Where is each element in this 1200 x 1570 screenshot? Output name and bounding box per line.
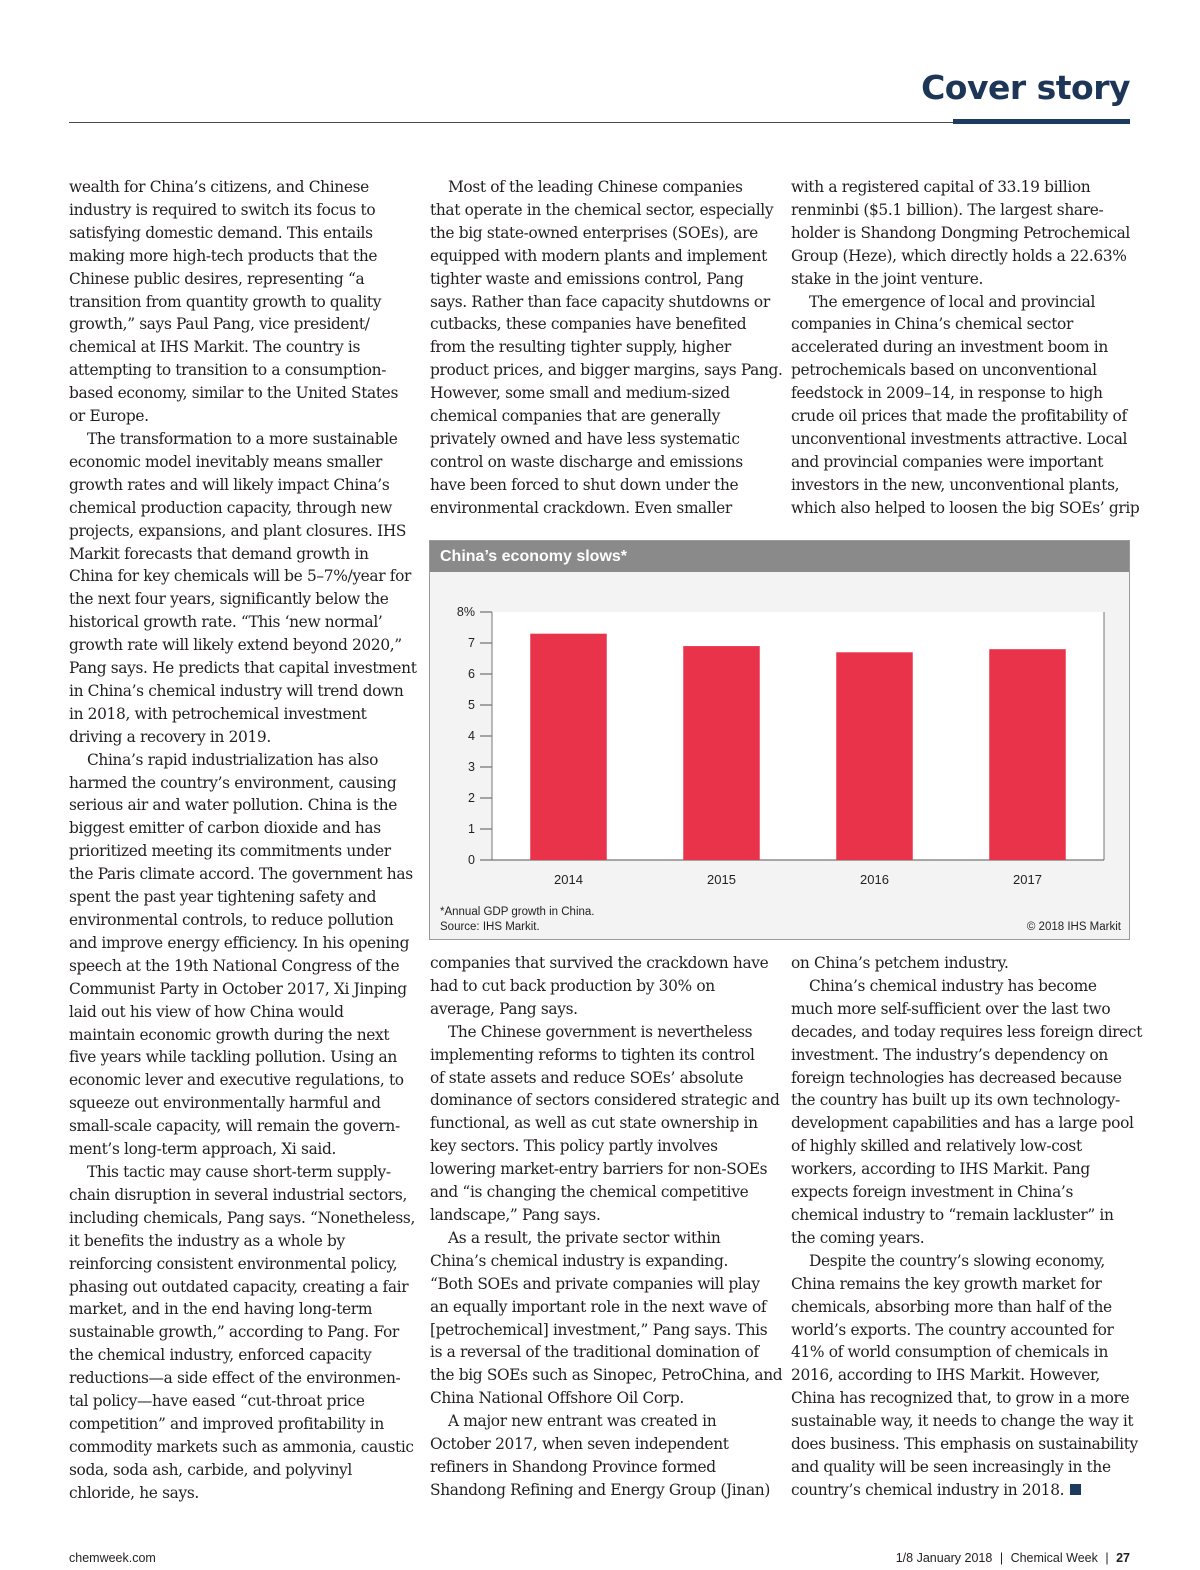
paragraph (430, 1410, 782, 1502)
text-line: The Chinese government is nevertheless (448, 1022, 753, 1041)
paragraph (791, 176, 1139, 291)
footer-separator: | (1105, 1551, 1109, 1565)
text-line: does business. This emphasis on sustainability (791, 1435, 1138, 1454)
text-line: soda, soda ash, carbide, and polyvinyl (69, 1460, 352, 1479)
text-line: environmental controls, to reduce pollution (69, 911, 394, 929)
text-line: dominance of sectors considered strategic and (430, 1091, 780, 1110)
text-line: Pang says. He predicts that capital investment (69, 659, 417, 678)
text-line: sustainable way, it needs to change the way it (791, 1412, 1134, 1431)
text-line: crude oil prices that made the profitability of (791, 407, 1127, 426)
text-line: laid out his view of how China would (69, 1002, 344, 1021)
chart-footnote: *Annual GDP growth in China. (440, 906, 595, 918)
x-tick-label: 2017 (1013, 872, 1042, 887)
y-tick-label: 8% (456, 605, 475, 619)
text-line: equipped with modern plants and implement (430, 246, 767, 265)
text-line: including chemicals, Pang says. “Nonetheless, (69, 1208, 416, 1227)
text-line: country’s chemical industry in 2018. (791, 1479, 1142, 1502)
text-line: chemicals, absorbing more than half of the (791, 1297, 1112, 1316)
text-line: expects foreign investment in China’s (791, 1183, 1074, 1202)
article-column-2-top (430, 176, 783, 520)
page-number: 27 (1116, 1551, 1130, 1565)
text-line: tal policy—have eased “cut-throat price (69, 1392, 365, 1411)
text-line: [petrochemical] investment,” Pang says. This (430, 1320, 768, 1339)
text-line: and improve energy efficiency. In his opening (69, 933, 410, 952)
paragraph (791, 952, 1142, 975)
text-line: attempting to transition to a consumption- (69, 361, 387, 380)
text-line: spent the past year tightening safety and (69, 888, 377, 907)
bar-2015 (683, 646, 760, 860)
y-tick-label: 5 (468, 698, 475, 712)
text-line: Chinese public desires, representing “a (69, 269, 365, 288)
text-line: satisfying domestic demand. This entails (69, 223, 373, 242)
chart-figure (429, 540, 1130, 940)
text-line: market, and in the end having long-term (69, 1300, 373, 1319)
y-tick-label: 1 (468, 822, 475, 836)
text-line: squeeze out environmentally harmful and (69, 1094, 381, 1113)
text-line: speech at the 19th National Congress of the (69, 956, 400, 975)
text-line: competition” and improved profitability in (69, 1414, 384, 1433)
text-line: the Paris climate accord. The government has (69, 865, 413, 884)
text-line: which also helped to loosen the big SOEs’ grip (791, 498, 1140, 517)
section-title: Cover story (921, 68, 1130, 107)
end-of-article-mark (1070, 1484, 1081, 1495)
y-tick-label: 3 (468, 760, 475, 774)
paragraph (69, 428, 417, 749)
paragraph (430, 1227, 782, 1410)
text-line: feedstock in 2009–14, in response to high (791, 384, 1103, 403)
text-line: from the resulting tighter supply, higher (430, 338, 731, 357)
text-line: China for key chemicals will be 5–7%/year for (69, 567, 412, 586)
text-line: says. Rather than face capacity shutdowns or (430, 292, 770, 311)
text-line: and provincial companies were important (791, 452, 1104, 471)
text-line: and “is changing the chemical competitive (430, 1183, 749, 1202)
y-tick-label: 7 (468, 636, 475, 650)
text-line: maintain economic growth during the next (69, 1025, 390, 1044)
paragraph (430, 1021, 782, 1227)
text-line: chemical production capacity, through new (69, 498, 392, 517)
text-line: workers, according to IHS Markit. Pang (791, 1160, 1090, 1179)
text-line: unconventional investments attractive. Local (791, 429, 1128, 448)
x-tick-label: 2016 (860, 872, 889, 887)
text-line: foreign technologies has decreased because (791, 1068, 1122, 1087)
text-line: The transformation to a more sustainable (87, 429, 398, 448)
text-line: A major new entrant was created in (448, 1412, 717, 1431)
text-line: petrochemicals based on unconventional (791, 361, 1097, 380)
text-line: Group (Heze), which directly holds a 22.63% (791, 246, 1127, 265)
text-line: investment. The industry’s dependency on (791, 1045, 1108, 1064)
text-line: chain disruption in several industrial sectors, (69, 1185, 408, 1204)
bar-chart (430, 572, 1129, 917)
text-line: reductions—a side effect of the environmen- (69, 1369, 401, 1388)
y-tick-label: 6 (468, 667, 475, 681)
text-line: 41% of world consumption of chemicals in (791, 1343, 1109, 1362)
text-line: transition from quantity growth to quality (69, 292, 382, 311)
y-tick-label: 0 (468, 853, 475, 867)
text-line: prioritized meeting its commitments under (69, 842, 391, 861)
footer-separator: | (999, 1551, 1004, 1565)
text-line: However, some small and medium-sized (430, 384, 730, 403)
text-line: the country has built up its own technology- (791, 1091, 1120, 1110)
text-line: control on waste discharge and emissions (430, 452, 743, 471)
text-line: product prices, and bigger margins, says Pang. (430, 361, 783, 380)
bar-2017 (989, 649, 1066, 860)
text-line: Despite the country’s slowing economy, (809, 1251, 1105, 1270)
article-column-2-bottom (430, 952, 782, 1502)
text-line: companies that survived the crackdown have (430, 954, 769, 972)
text-line: tighter waste and emissions control, Pang (430, 269, 744, 288)
text-line: an equally important role in the next wave of (430, 1297, 767, 1316)
text-line: growth rates and will likely impact China’s (69, 475, 390, 494)
header-accent-bar (953, 119, 1130, 124)
text-line: biggest emitter of carbon dioxide and has (69, 819, 381, 838)
text-line: China’s chemical industry has become (809, 976, 1097, 995)
text-line: making more high-tech products that the (69, 246, 378, 265)
text-line: it benefits the industry as a whole by (69, 1231, 345, 1250)
chart-title: China’s economy slows* (430, 541, 1129, 572)
text-line: “Both SOEs and private companies will play (430, 1274, 760, 1293)
text-line: growth rate will likely extend beyond 2020,” (69, 636, 402, 655)
article-column-3-top (791, 176, 1139, 520)
text-line: reinforcing consistent environmental policy, (69, 1254, 398, 1273)
text-line: sustainable growth,” according to Pang. For (69, 1323, 399, 1342)
text-line: stake in the joint venture. (791, 269, 984, 288)
text-line: wealth for China’s citizens, and Chinese (69, 178, 369, 196)
text-line: projects, expansions, and plant closures. IHS (69, 521, 407, 540)
text-line: ment’s long-term approach, Xi said. (69, 1140, 337, 1159)
text-line: 2016, according to IHS Markit. However, (791, 1366, 1100, 1385)
text-line: The emergence of local and provincial (809, 292, 1096, 311)
text-line: renminbi ($5.1 billion). The largest share- (791, 200, 1104, 219)
text-line: small-scale capacity, will remain the govern- (69, 1117, 400, 1136)
text-line: landscape,” Pang says. (430, 1205, 601, 1224)
text-line: chemical industry to “remain lackluster” in (791, 1205, 1114, 1224)
text-line: the big SOEs such as Sinopec, PetroChina, and (430, 1366, 783, 1385)
text-line: of highly skilled and relatively low-cost (791, 1137, 1082, 1156)
y-tick-label: 4 (468, 729, 475, 743)
text-line: much more self-sufficient over the last two (791, 999, 1111, 1018)
text-line: Communist Party in October 2017, Xi Jinping (69, 979, 407, 998)
text-line: the coming years. (791, 1228, 925, 1247)
text-line: companies in China’s chemical sector (791, 315, 1073, 334)
footer-publication: Chemical Week (1010, 1551, 1098, 1565)
article-column-3-bottom (791, 952, 1142, 1502)
text-line: China’s chemical industry is expanding. (430, 1251, 728, 1270)
text-line: five years while tackling pollution. Using an (69, 1048, 397, 1067)
text-line: October 2017, when seven independent (430, 1435, 729, 1454)
text-line: in 2018, with petrochemical investment (69, 704, 367, 723)
text-line: on China’s petchem industry. (791, 954, 1009, 972)
text-line: chloride, he says. (69, 1483, 199, 1502)
text-line: decades, and today requires less foreign direct (791, 1022, 1143, 1041)
chart-copyright: © 2018 IHS Markit (1026, 921, 1121, 933)
text-line: that operate in the chemical sector, especially (430, 200, 774, 219)
text-line: Most of the leading Chinese companies (448, 178, 743, 196)
text-line: China has recognized that, to grow in a more (791, 1389, 1130, 1408)
chart-source: Source: IHS Markit. (440, 921, 540, 933)
x-tick-label: 2014 (554, 872, 583, 887)
footer-date: 1/8 January 2018 (895, 1551, 993, 1565)
article-column-1 (69, 176, 417, 1505)
x-tick-label: 2015 (707, 872, 736, 887)
bar-2014 (530, 634, 607, 860)
text-line: China remains the key growth market for (791, 1274, 1102, 1293)
text-line: based economy, similar to the United States (69, 384, 398, 403)
text-line: economic model inevitably means smaller (69, 452, 383, 471)
text-line: environmental crackdown. Even smaller (430, 498, 732, 517)
footer-info (896, 1551, 1130, 1565)
text-line: with a registered capital of 33.19 billion (791, 178, 1091, 196)
paragraph (430, 176, 783, 520)
text-line: key sectors. This policy partly involves (430, 1137, 718, 1156)
y-tick-label: 2 (468, 791, 475, 805)
text-line: the next four years, significantly below the (69, 590, 389, 609)
paragraph (791, 291, 1139, 520)
text-line: serious air and water pollution. China is the (69, 796, 398, 815)
text-line: harmed the country’s environment, causing (69, 773, 397, 792)
paragraph (791, 975, 1142, 1250)
text-line: refiners in Shandong Province formed (430, 1457, 716, 1476)
text-line: Shandong Refining and Energy Group (Jinan) (430, 1480, 770, 1499)
paragraph (430, 952, 782, 1021)
text-line: have been forced to shut down under the (430, 475, 739, 494)
text-line: economic lever and executive regulations, to (69, 1071, 404, 1090)
footer-website: chemweek.com (69, 1551, 156, 1565)
text-line: is a reversal of the traditional domination of (430, 1343, 759, 1362)
text-line: had to cut back production by 30% on (430, 976, 715, 995)
paragraph (69, 176, 417, 428)
text-line: This tactic may cause short-term supply- (87, 1162, 391, 1181)
text-line: privately owned and have less systematic (430, 429, 740, 448)
text-line: functional, as well as cut state ownership in (430, 1114, 758, 1133)
text-line: or Europe. (69, 407, 149, 426)
text-line: holder is Shandong Dongming Petrochemical (791, 223, 1130, 242)
text-line: phasing out outdated capacity, creating a fair (69, 1277, 409, 1296)
paragraph (791, 1250, 1142, 1502)
text-line: growth,” says Paul Pang, vice president/ (69, 315, 370, 334)
text-line: chemical companies that are generally (430, 407, 720, 426)
text-line: industry is required to switch its focus to (69, 200, 376, 219)
text-line: As a result, the private sector within (448, 1228, 721, 1247)
paragraph (69, 1161, 417, 1505)
text-line: the big state-owned enterprises (SOEs), are (430, 223, 758, 242)
text-line: world’s exports. The country accounted for (791, 1320, 1114, 1339)
text-line: in China’s chemical industry will trend down (69, 681, 404, 700)
text-line: of state assets and reduce SOEs’ absolute (430, 1068, 744, 1087)
text-line: historical growth rate. “This ‘new normal’ (69, 613, 383, 632)
text-line: China National Offshore Oil Corp. (430, 1389, 684, 1408)
text-line: investors in the new, unconventional plants, (791, 475, 1120, 494)
text-line: lowering market-entry barriers for non-SOEs (430, 1160, 768, 1179)
bar-2016 (836, 652, 913, 860)
text-line: accelerated during an investment boom in (791, 338, 1108, 357)
paragraph (69, 749, 417, 1161)
text-line: average, Pang says. (430, 999, 578, 1018)
text-line: Markit forecasts that demand growth in (69, 544, 369, 563)
text-line: cutbacks, these companies have benefited (430, 315, 747, 334)
text-line: and quality will be seen increasingly in the (791, 1457, 1111, 1476)
text-line: commodity markets such as ammonia, caustic (69, 1437, 414, 1456)
text-line: driving a recovery in 2019. (69, 727, 271, 746)
text-line: implementing reforms to tighten its control (430, 1045, 755, 1064)
text-line: the chemical industry, enforced capacity (69, 1346, 372, 1365)
text-line: China’s rapid industrialization has also (87, 750, 379, 769)
text-line: development capabilities and has a large pool (791, 1114, 1134, 1133)
text-line: chemical at IHS Markit. The country is (69, 338, 361, 357)
